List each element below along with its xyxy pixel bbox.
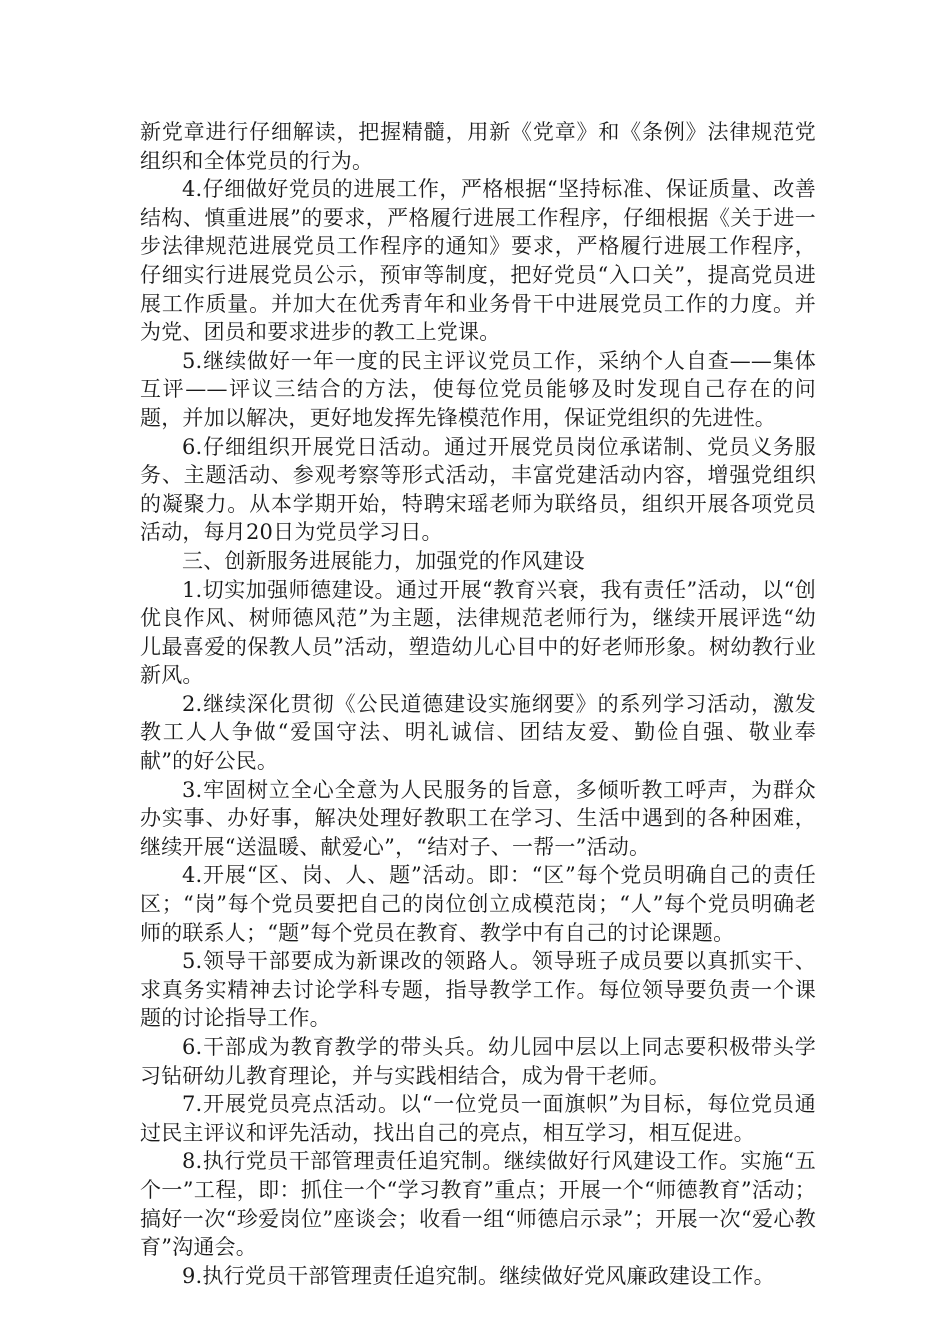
paragraph-item-5-democratic-review: 5.继续做好一年一度的民主评议党员工作，采纳个人自查——集体互评——评议三结合的方法，使每位党员能够及时发现自己存在的问题，并加以解决，更好地发挥先锋模范作用，保证党组织的先进性。 xyxy=(140,348,816,430)
document-body xyxy=(140,118,816,1290)
paragraph-item-6-cadres: 6.干部成为教育教学的带头兵。幼儿园中层以上同志要积极带头学习钻研幼儿教育理论，并与实践相结合，成为骨干老师。 xyxy=(140,1035,816,1088)
paragraph-continuation: 新党章进行仔细解读，把握精髓，用新《党章》和《条例》法律规范党组织和全体党员的行为。 xyxy=(140,120,816,173)
section-heading-three: 三、创新服务进展能力，加强党的作风建设 xyxy=(182,548,585,573)
paragraph-item-6-party-day: 6.仔细组织开展党日活动。通过开展党员岗位承诺制、党员义务服务、主题活动、参观考察等形式活动，丰富党建活动内容，增强党组织的凝聚力。从本学期开始，特聘宋瑶老师为联络员，组织开展各项党员活动，每月20日为党员学习日。 xyxy=(140,434,816,545)
paragraph-item-4-zone-post-person-topic: 4.开展“区、岗、人、题”活动。即：“区”每个党员明确自己的责任区；“岗”每个党员要把自己的岗位创立成模范岗；“人”每个党员明确老师的联系人；“题”每个党员在教育、教学中有自己的讨论课题。 xyxy=(140,863,816,945)
paragraph-item-4-member-development: 4.仔细做好党员的进展工作，严格根据“坚持标准、保证质量、改善结构、慎重进展”的要求，严格履行进展工作程序，仔细根据《关于进一步法律规范进展党员工作程序的通知》要求，严格履行进展工作程序，仔细实行进展党员公示，预审等制度，把好党员“入口关”，提高党员进展工作质量。并加大在优秀青年和业务骨干中进展党员工作的力度。并为党、团员和要求进步的教工上党课。 xyxy=(140,177,816,345)
paragraph-item-3-serve-people: 3.牢固树立全心全意为人民服务的旨意，多倾听教工呼声，为群众办实事、办好事，解决处理好教职工在学习、生活中遇到的各种困难，继续开展“送温暖、献爱心”，“结对子、一帮一”活动。 xyxy=(140,777,816,859)
paragraph-item-1-teacher-ethics: 1.切实加强师德建设。通过开展“教育兴衰，我有责任”活动，以“创优良作风、树师德风范”为主题，法律规范老师行为，继续开展评选“幼儿最喜爱的保教人员”活动，塑造幼儿心目中的好老师形象。树幼教行业新风。 xyxy=(140,577,816,688)
paragraph-item-9-clean-governance: 9.执行党员干部管理责任追究制。继续做好党风廉政建设工作。 xyxy=(182,1263,775,1288)
paragraph-item-8-accountability: 8.执行党员干部管理责任追究制。继续做好行风建设工作。实施“五个一”工程，即：抓住一个“学习教育”重点；开展一个“师德教育”活动；搞好一次“珍爱岗位”座谈会；收看一组“师德启示录”；开展一次“爱心教育”沟通会。 xyxy=(140,1149,816,1260)
paragraph-item-5-leadership: 5.领导干部要成为新课改的领路人。领导班子成员要以真抓实干、求真务实精神去讨论学科专题，指导教学工作。每位领导要负责一个课题的讨论指导工作。 xyxy=(140,949,816,1031)
paragraph-item-7-highlights: 7.开展党员亮点活动。以“一位党员一面旗帜”为目标，每位党员通过民主评议和评先活动，找出自己的亮点，相互学习，相互促进。 xyxy=(140,1092,816,1145)
paragraph-item-2-civic-morality: 2.继续深化贯彻《公民道德建设实施纲要》的系列学习活动，激发教工人人争做“爱国守法、明礼诚信、团结友爱、勤俭自强、敬业奉献”的好公民。 xyxy=(140,691,816,774)
